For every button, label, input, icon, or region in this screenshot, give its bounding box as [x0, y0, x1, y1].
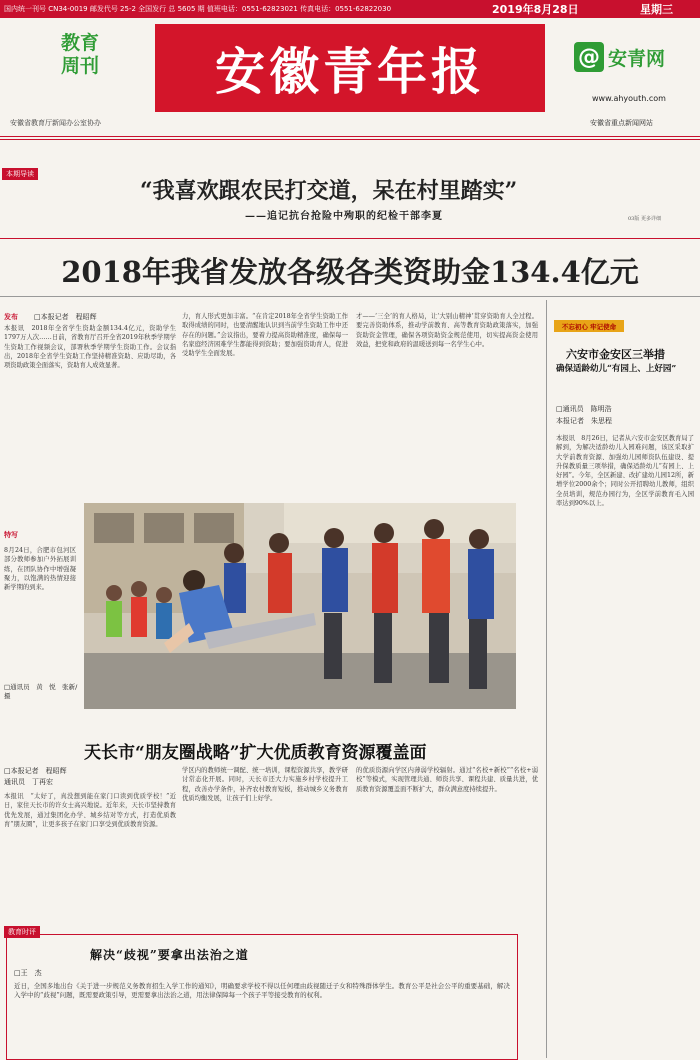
- sidebar-divider: [546, 300, 547, 1058]
- weekly-line-1: 教育: [60, 32, 99, 54]
- section-tag-release: 发布: [4, 313, 18, 321]
- photo-caption: 8月24日，合肥市包河区部分教师参加户外拓展训练，在团队协作中增强凝聚力，以饱满的热情迎接新学期的到来。: [4, 547, 76, 592]
- website-logo[interactable]: [574, 40, 694, 74]
- opinion-body: 近日，全国多地出台《关于进一步规范义务教育招生入学工作的通知》，明确要求学校不得以任何理由歧视随迁子女和特殊群体学生。教育公平是社会公平的重要基础，解决入学中的“歧视”问题，既需要政策引导，更需要拿出法治之道，用法律保障每一个孩子平等接受教育的权利。: [14, 982, 510, 1000]
- header-divider-thin: [0, 139, 700, 140]
- story2-column-2: 学区内的教师统一调配、统一培训，课程资源共享，教学研讨常态化开展。同时，天长市还大力实施乡村学校提升工程，改善办学条件，补齐农村教育短板，推动城乡义务教育优质均衡发展，让孩子们上好学。: [182, 767, 348, 802]
- lead-column-3: 才——‘三全’的育人格局，让‘大别山精神’贯穿资助育人全过程。要完善资助体系，推动学前教育、高等教育资助政策落实，加强资助资金管理，确保各项资助资金规范使用，切实提高资金使用效益，把党和政府的温暖送到每一名学生心中。: [356, 313, 538, 348]
- sidebar-byline-reporter: 本报记者 朱思程: [556, 417, 612, 425]
- issue-date: 2019年8月28日: [492, 3, 579, 16]
- story2-column-3: 的优质资源向学区内薄弱学校辐射。通过“名校+新校”“名校+弱校”等模式，实现管理共通、师资共享、课程共建、质量共进，优质教育资源覆盖面不断扩大，群众满意度持续提升。: [356, 767, 538, 793]
- co-organizer-note: 安徽省教育厅新闻办公室协办: [10, 119, 101, 127]
- opinion-headline[interactable]: 解决“歧视”要拿出法治之道: [90, 948, 249, 962]
- at-icon: @: [574, 42, 604, 72]
- lead-byline: □本报记者 程昭辉: [34, 313, 97, 321]
- website-name: 安青网: [608, 47, 666, 70]
- main-headline[interactable]: 2018年我省发放各级各类资助金134.4亿元: [61, 255, 639, 289]
- sidebar-body: 本报讯 8月26日，记者从六安市金安区教育局了解到，为解决适龄幼儿入园难问题，该区采取扩大学前教育资源、加强幼儿园师资队伍建设、提升保教质量三项举措，确保适龄幼儿“有园上、上好园”。今年，全区新建、改扩建幼儿园12所，新增学位2000余个；同时公开招聘幼儿教师，组织全员培训，规范办园行为，全区学前教育毛入园率达到90%以上。: [556, 435, 694, 508]
- photo-credit: □通讯员 黄 悦 张新/摄: [4, 683, 78, 700]
- story2-byline-reporter: □本报记者 程昭辉: [4, 767, 67, 775]
- top-info-bar: [0, 0, 700, 18]
- sidebar-byline-correspondent: □通讯员 陈明浩: [556, 405, 612, 413]
- headline-divider: [0, 296, 700, 297]
- issue-weekday: 星期三: [640, 3, 673, 16]
- story2-column-1: 本报讯 “太好了，真没想到能在家门口读到优质学校！”近日，家住天长市的许女士高兴地说。近年来，天长市坚持教育优先发展，通过集团化办学、城乡结对等方式，打造优质教育“朋友圈”，让更多孩子在家门口享受到优质教育资源。: [4, 793, 176, 828]
- story2-byline-correspondent: 通讯员 丁再宏: [4, 778, 53, 786]
- header-divider: [0, 136, 700, 137]
- website-url[interactable]: www.ahyouth.com: [592, 94, 666, 103]
- weekly-line-2: 周刊: [60, 55, 99, 77]
- lead-column-1: 本报讯 2018年全省学生资助金额134.4亿元，资助学生1797万人次……日前，省教育厅召开全省2019年秋季学期学生资助工作视频会议，部署秋季学期学生资助工作。会议指出，2018年全省学生资助工作坚持精准资助、应助尽助，各项资助政策全面落实，资助育人成效显著。: [4, 325, 176, 370]
- story2-headline[interactable]: 天长市“朋友圈战略”扩大优质教育资源覆盖面: [84, 743, 427, 763]
- lead-column-2: 力，育人形式更加丰富。“在肯定2018年全省学生资助工作取得成绩的同时，也要清醒地认识到当前学生资助工作中还存在的问题。”会议指出，要着力提高资助精准度，确保每一名家庭经济困难学生都能得到资助；要加强资助育人，促进受助学生全面发展。: [182, 313, 348, 358]
- kicker-divider: [0, 238, 700, 239]
- masthead: [155, 24, 545, 112]
- kicker-page-ref: 03版 更多详细: [628, 216, 661, 222]
- opinion-tag: 教育时评: [4, 926, 40, 938]
- photo-illustration: [84, 503, 516, 709]
- website-note: 安徽省重点新闻网站: [590, 119, 653, 127]
- newspaper-title: 安徽青年报: [215, 42, 485, 101]
- section-tag-feature: 特写: [4, 531, 18, 539]
- team-building-photo: [84, 503, 516, 709]
- education-weekly-label: [44, 32, 116, 78]
- sidebar-column-tag: 不忘初心 牢记使命: [554, 320, 624, 332]
- opinion-author: □王 杰: [14, 969, 42, 977]
- kicker-subtitle: ——追记抗台抢险中殉职的纪检干部李夏: [245, 211, 443, 222]
- sidebar-headline-2[interactable]: 确保适龄幼儿“有园上、上好园”: [556, 364, 677, 374]
- preview-tag: 本期导读: [2, 168, 38, 180]
- kicker-title[interactable]: “我喜欢跟农民打交道，呆在村里踏实”: [140, 178, 518, 204]
- publication-info: 国内统一刊号 CN34-0019 邮发代号 25-2 全国发行 总 5605 期 值班电话：0551-62823021 传真电话：0551-62822030: [4, 5, 392, 13]
- sidebar-headline-1[interactable]: 六安市金安区三举措: [566, 348, 665, 361]
